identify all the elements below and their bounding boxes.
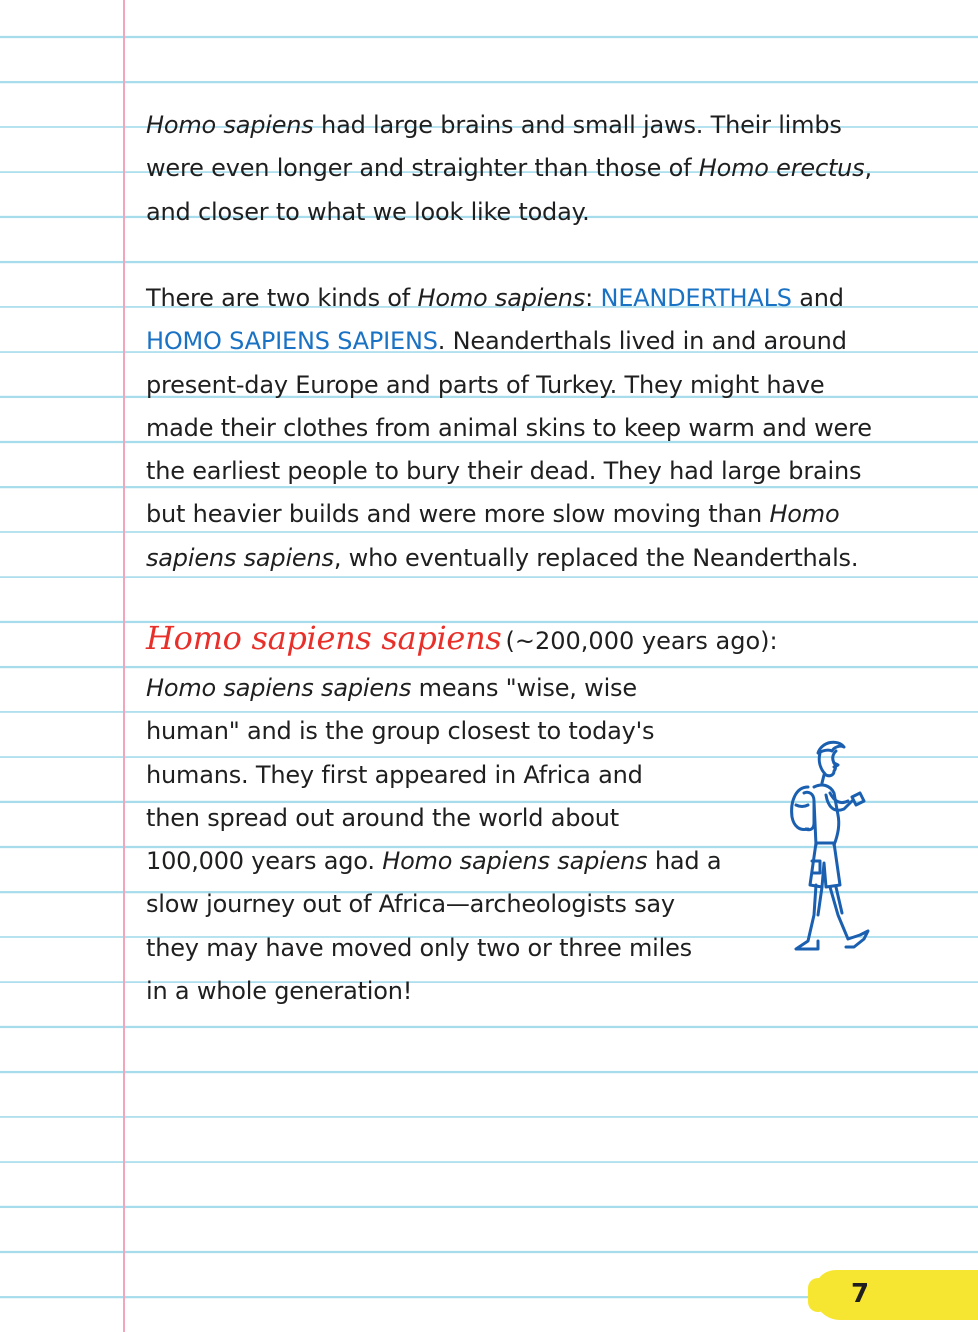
- line-text: and: [791, 284, 844, 312]
- line-text: had large brains and small jaws. Their limbs: [313, 111, 842, 139]
- section-title: Homo sapiens sapiens: [146, 619, 502, 657]
- line-text: , who eventually replaced the Neanderthals.: [333, 543, 859, 572]
- highlighted-term-homo-sapiens-sapiens: HOMO SAPIENS SAPIENS: [146, 327, 438, 356]
- line-text: the earliest people to bury their dead. They had large brains: [146, 457, 862, 486]
- italic-term: sapiens sapiens: [146, 543, 334, 572]
- line-text: ,: [864, 154, 872, 183]
- page-number: 7: [850, 1279, 870, 1309]
- line-text: then spread out around the world about: [146, 803, 619, 832]
- paragraph-two-kinds: [146, 277, 872, 580]
- line-text: . Neanderthals lived in and around: [437, 327, 847, 356]
- line-text: :: [585, 284, 601, 312]
- text-line: [146, 710, 721, 753]
- line-text: but heavier builds and were more slow moving than: [146, 500, 770, 529]
- italic-term: Homo sapiens sapiens: [382, 847, 648, 876]
- text-line: [146, 754, 721, 797]
- line-text: humans. They first appeared in Africa and: [146, 760, 643, 789]
- text-line: [146, 970, 721, 1013]
- line-text: and closer to what we look like today.: [146, 197, 590, 226]
- italic-term: Homo: [769, 500, 840, 529]
- text-line: [146, 537, 872, 580]
- line-text: 100,000 years ago.: [146, 847, 383, 876]
- line-text: they may have moved only two or three miles: [146, 933, 692, 962]
- text-line: [146, 493, 872, 536]
- paragraph-homo-sapiens-description: [146, 104, 872, 234]
- notebook-margin-line: [123, 0, 125, 1332]
- line-text: There are two kinds of: [146, 284, 418, 312]
- text-line: [146, 191, 872, 234]
- line-text: means "wise, wise: [411, 674, 637, 702]
- line-text: present-day Europe and parts of Turkey. They might have: [146, 370, 825, 399]
- text-line: [146, 927, 721, 970]
- line-text: had a: [647, 847, 722, 876]
- text-line: [146, 147, 872, 190]
- text-line: [146, 277, 872, 320]
- text-line: [146, 104, 872, 147]
- text-line: [146, 320, 872, 363]
- text-line: [146, 797, 721, 840]
- text-line: [146, 667, 721, 710]
- highlighted-term-neanderthals: NEANDERTHALS: [600, 284, 792, 312]
- italic-term: Homo sapiens sapiens: [146, 674, 412, 702]
- text-line: [146, 450, 872, 493]
- italic-term: Homo erectus: [698, 154, 865, 183]
- line-text: human" and is the group closest to today's: [146, 717, 655, 746]
- section-date-note: (~200,000 years ago):: [505, 627, 778, 655]
- text-line: [146, 883, 721, 926]
- line-text: slow journey out of Africa—archeologists say: [146, 890, 675, 919]
- line-text: made their clothes from animal skins to keep warm and were: [146, 413, 872, 442]
- section-heading: [146, 619, 778, 657]
- text-line: [146, 840, 721, 883]
- italic-term: Homo sapiens: [146, 111, 314, 139]
- paragraph-homo-sapiens-sapiens: [146, 667, 721, 1013]
- line-text: in a whole generation!: [146, 977, 413, 1006]
- text-line: [146, 407, 872, 450]
- hiker-illustration: [768, 735, 888, 960]
- italic-term: Homo sapiens: [417, 284, 586, 312]
- text-line: [146, 364, 872, 407]
- line-text: were even longer and straighter than those of: [146, 154, 699, 183]
- page-number-tab: [814, 1270, 978, 1320]
